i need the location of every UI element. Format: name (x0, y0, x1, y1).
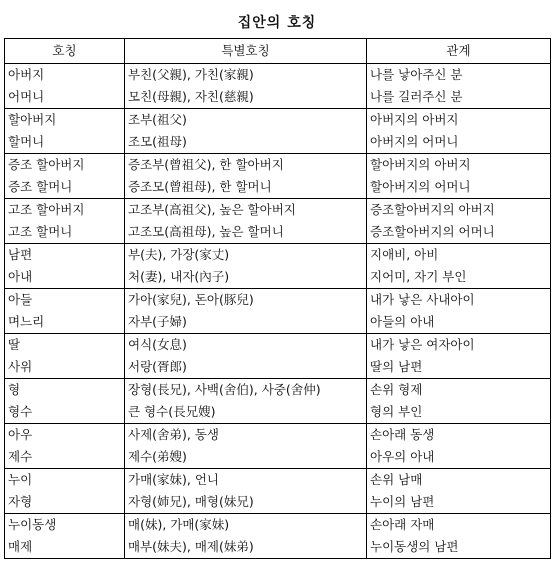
relation: 나를 길러주신 분 (370, 89, 463, 104)
term: 증조 할머니 (8, 179, 73, 194)
term: 자형 (8, 494, 33, 509)
relation: 아들의 아내 (370, 314, 435, 329)
special-cell (125, 424, 367, 469)
relation-cell (367, 334, 551, 379)
relation: 형의 부인 (370, 404, 423, 419)
special-cell (125, 244, 367, 289)
term: 매제 (8, 539, 33, 554)
special-term: 부(夫), 가장(家丈) (128, 247, 230, 262)
special-term: 장형(長兄), 사백(舍伯), 사중(舍仲) (128, 382, 321, 397)
special-term: 부친(父親), 가친(家親) (128, 67, 254, 82)
relation: 내가 낳은 사내아이 (370, 292, 475, 307)
relation: 손위 형제 (370, 382, 423, 397)
term: 누이 (8, 472, 33, 487)
special-term: 자형(姉兄), 매형(妹兄) (128, 494, 254, 509)
special-term: 가매(家妹), 언니 (128, 472, 220, 487)
special-term: 매부(妹夫), 매제(妹弟) (128, 539, 254, 554)
term: 고조 할아버지 (8, 202, 85, 217)
term: 어머니 (8, 89, 45, 104)
term-cell (5, 469, 125, 514)
relation-cell (367, 244, 551, 289)
special-cell (125, 514, 367, 559)
term-cell (5, 514, 125, 559)
relation: 증조할아버지의 아버지 (370, 202, 495, 217)
special-term: 처(妻), 내자(內子) (128, 269, 230, 284)
special-term: 모친(母親), 자친(慈親) (128, 89, 254, 104)
term-cell (5, 334, 125, 379)
relation: 아우의 아내 (370, 449, 435, 464)
term-cell (5, 64, 125, 109)
relation-cell (367, 289, 551, 334)
term: 아들 (8, 292, 33, 307)
table-row (5, 154, 551, 199)
term: 사위 (8, 359, 33, 374)
special-cell (125, 154, 367, 199)
table-row (5, 109, 551, 154)
term: 누이동생 (8, 517, 57, 532)
term: 할머니 (8, 134, 45, 149)
relation-cell (367, 64, 551, 109)
special-cell (125, 469, 367, 514)
special-term: 제수(弟嫂) (128, 449, 187, 464)
term-cell (5, 289, 125, 334)
special-term: 증조모(曾祖母), 한 할머니 (128, 179, 272, 194)
term: 제수 (8, 449, 33, 464)
special-term: 큰 형수(長兄嫂) (128, 404, 216, 419)
term: 아우 (8, 427, 33, 442)
special-term: 서랑(胥郎) (128, 359, 187, 374)
relation: 할아버지의 아버지 (370, 157, 471, 172)
term-cell (5, 379, 125, 424)
table-row (5, 64, 551, 109)
relation: 딸의 남편 (370, 359, 423, 374)
header-special-term: 특별호칭 (125, 39, 367, 64)
relation: 증조할아버지의 어머니 (370, 224, 495, 239)
term: 딸 (8, 337, 21, 352)
relation: 손아래 자매 (370, 517, 435, 532)
table-row (5, 469, 551, 514)
table-row (5, 379, 551, 424)
special-term: 매(妹), 가매(家妹) (128, 517, 230, 532)
special-cell (125, 199, 367, 244)
term-cell (5, 109, 125, 154)
term-cell (5, 154, 125, 199)
term: 며느리 (8, 314, 45, 329)
term-cell (5, 424, 125, 469)
term-cell (5, 244, 125, 289)
relation: 내가 낳은 여자아이 (370, 337, 475, 352)
term: 형 (8, 382, 21, 397)
term: 할아버지 (8, 112, 57, 127)
special-term: 자부(子婦) (128, 314, 187, 329)
relation: 지애비, 아비 (370, 247, 439, 262)
relation-cell (367, 514, 551, 559)
term: 증조 할아버지 (8, 157, 85, 172)
special-term: 증조부(曾祖父), 한 할아버지 (128, 157, 284, 172)
term: 고조 할머니 (8, 224, 73, 239)
term: 남편 (8, 247, 33, 262)
term-cell (5, 199, 125, 244)
relation: 할아버지의 어머니 (370, 179, 471, 194)
relation-cell (367, 109, 551, 154)
relation: 아버지의 아버지 (370, 112, 459, 127)
table-row (5, 244, 551, 289)
table-row (5, 289, 551, 334)
relation: 손아래 동생 (370, 427, 435, 442)
relation: 손위 남매 (370, 472, 423, 487)
special-term: 가아(家兒), 돈아(豚兒) (128, 292, 254, 307)
relation: 누이의 남편 (370, 494, 435, 509)
term: 아버지 (8, 67, 45, 82)
relation: 지어미, 자기 부인 (370, 269, 467, 284)
term: 아내 (8, 269, 33, 284)
special-term: 조모(祖母) (128, 134, 187, 149)
special-cell (125, 289, 367, 334)
relation-cell (367, 424, 551, 469)
relation: 나를 낳아주신 분 (370, 67, 463, 82)
relation-cell (367, 199, 551, 244)
header-term: 호칭 (5, 39, 125, 64)
special-term: 여식(女息) (128, 337, 187, 352)
relation-cell (367, 379, 551, 424)
special-term: 조부(祖父) (128, 112, 187, 127)
relation: 누이동생의 남편 (370, 539, 459, 554)
page-title: 집안의 호칭 (237, 15, 317, 31)
table-row (5, 334, 551, 379)
special-cell (125, 64, 367, 109)
relation-cell (367, 469, 551, 514)
relation-cell (367, 154, 551, 199)
header-relation: 관계 (367, 39, 551, 64)
special-cell (125, 334, 367, 379)
term: 형수 (8, 404, 33, 419)
special-term: 고조모(高祖母), 높은 할머니 (128, 224, 284, 239)
relation: 아버지의 어머니 (370, 134, 459, 149)
table-header-row (5, 39, 551, 64)
special-term: 사제(舍弟), 동생 (128, 427, 220, 442)
table-row (5, 199, 551, 244)
special-cell (125, 379, 367, 424)
special-term: 고조부(高祖父), 높은 할아버지 (128, 202, 296, 217)
table-row (5, 514, 551, 559)
kinship-terms-table (4, 38, 551, 559)
special-cell (125, 109, 367, 154)
table-row (5, 424, 551, 469)
